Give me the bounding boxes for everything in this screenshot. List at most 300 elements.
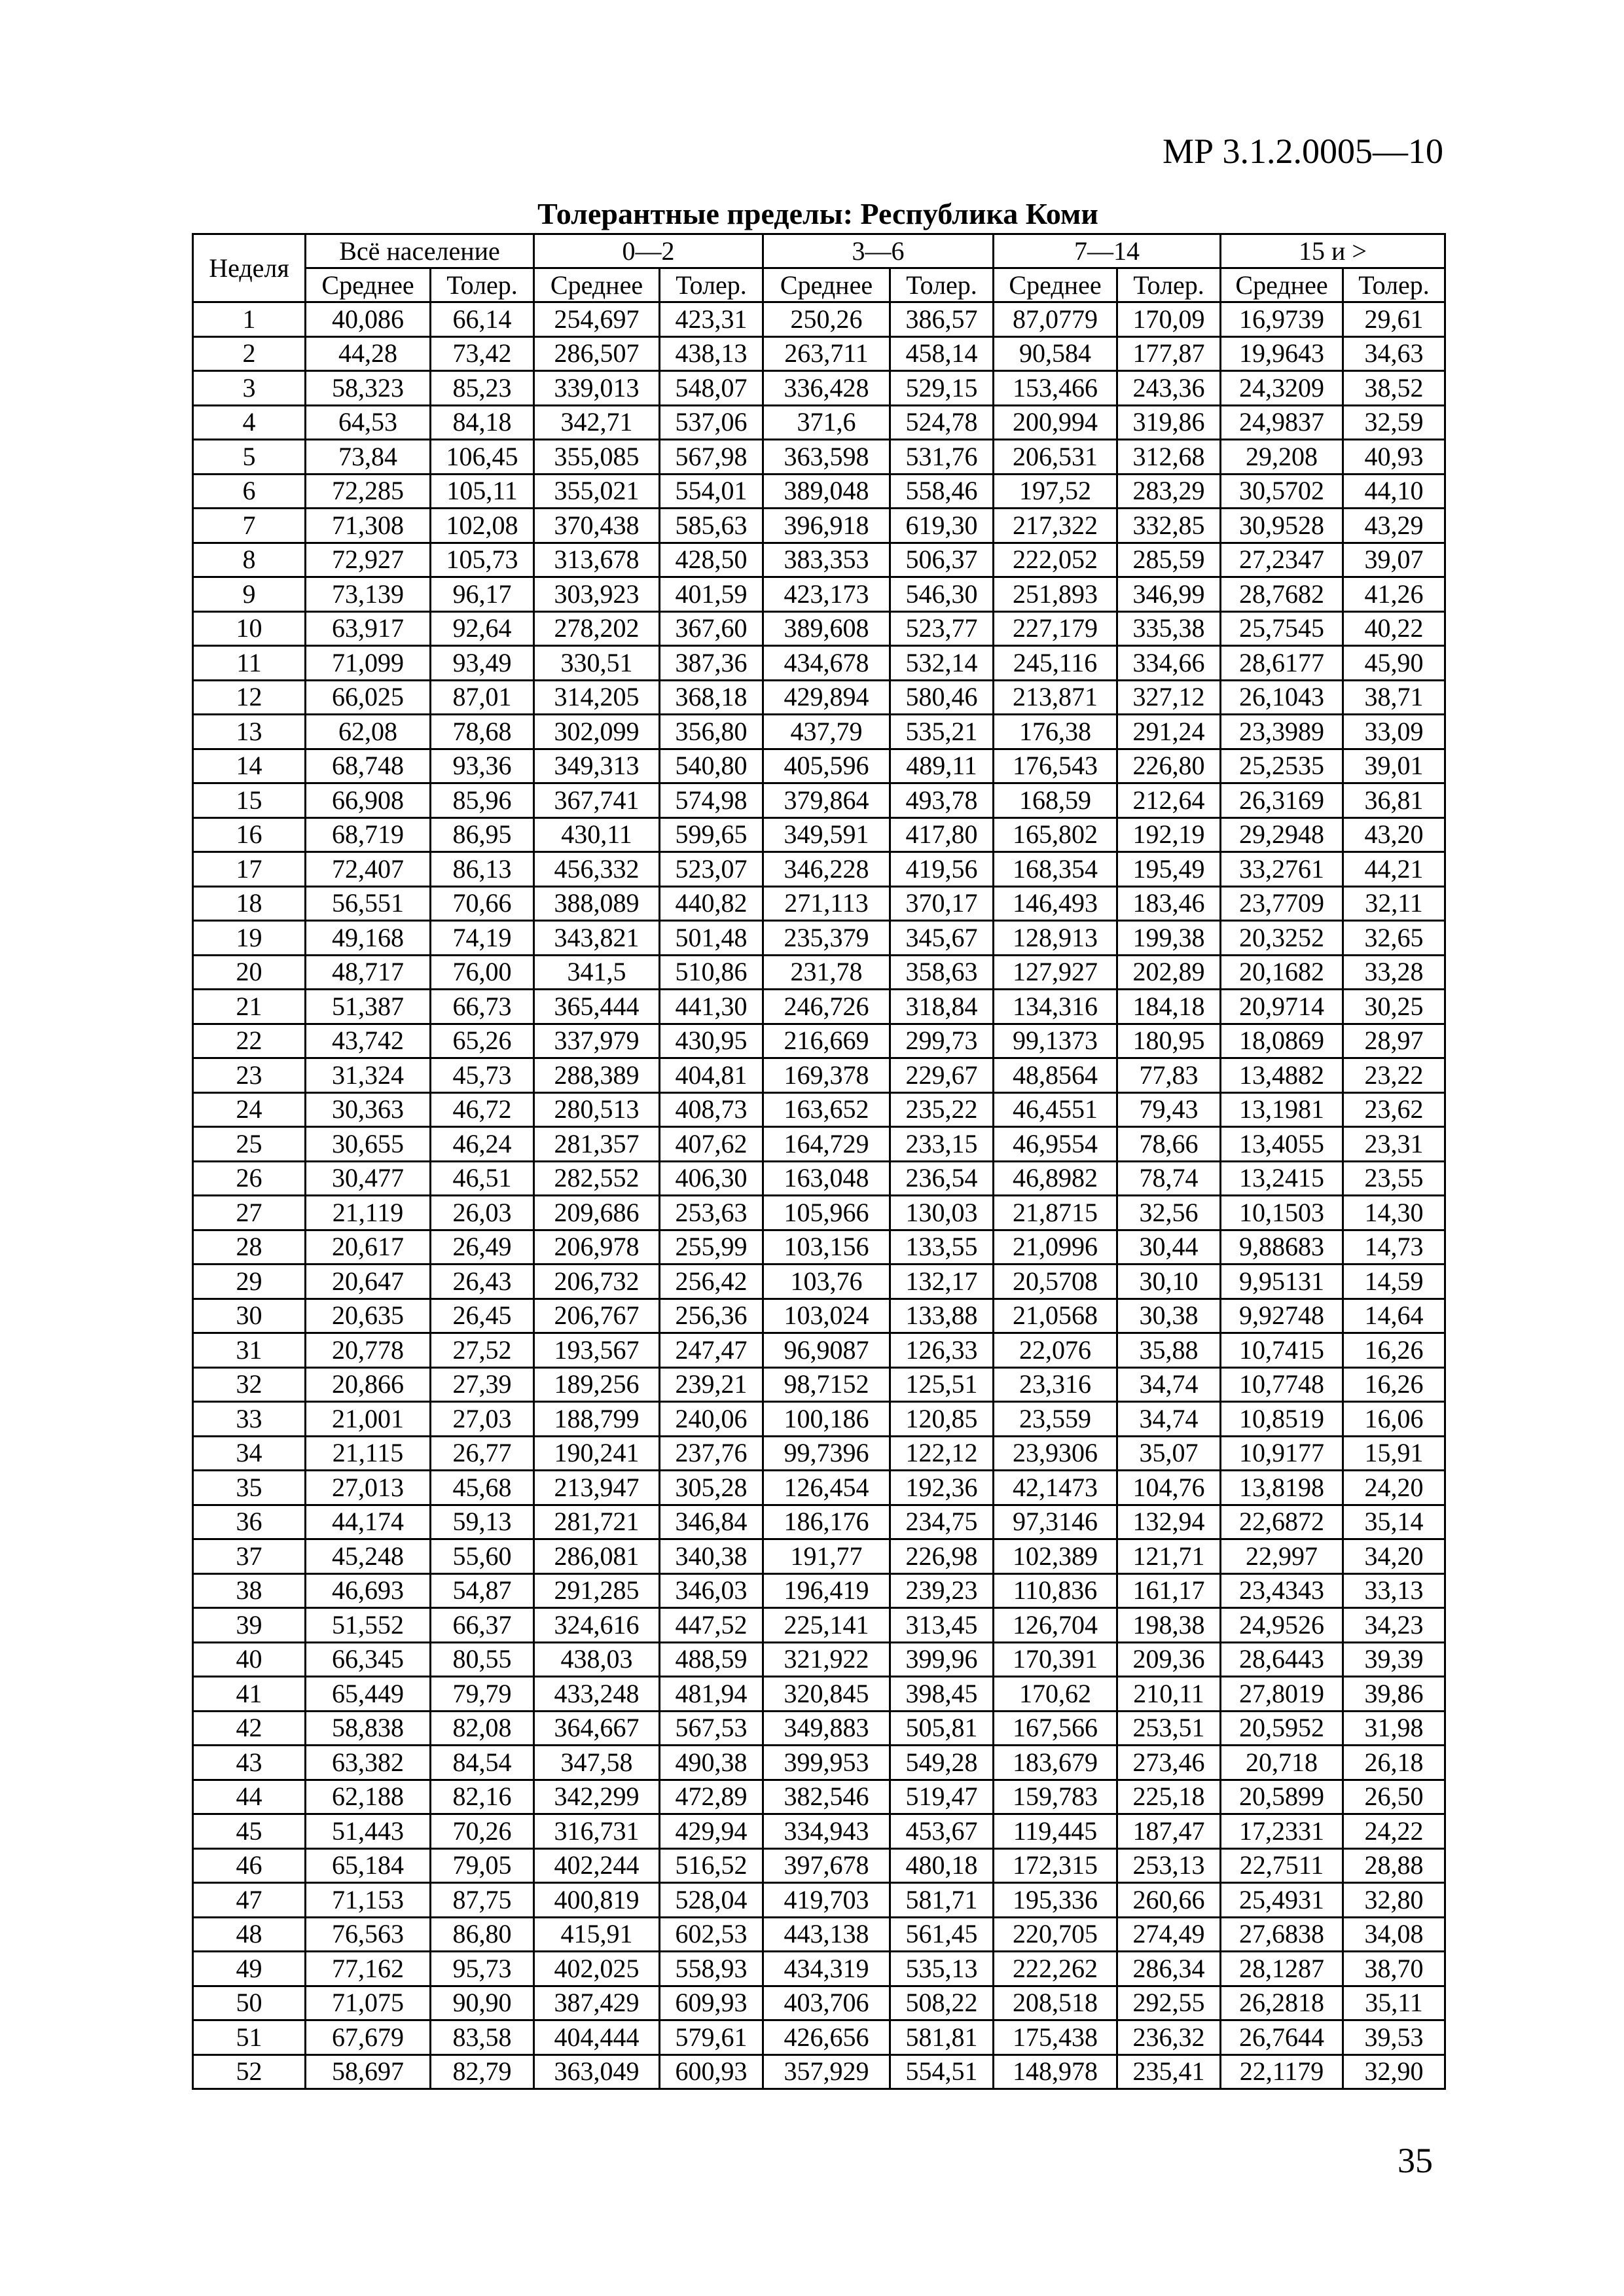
tolerance-cell: 243,36 [1117, 371, 1221, 406]
mean-cell: 163,652 [763, 1092, 890, 1127]
mean-cell: 281,357 [534, 1127, 660, 1162]
mean-cell: 324,616 [534, 1608, 660, 1643]
tolerance-cell: 32,11 [1343, 886, 1445, 921]
mean-cell: 167,566 [994, 1711, 1117, 1746]
mean-cell: 437,79 [763, 715, 890, 749]
table-row [193, 1367, 1445, 1402]
tolerance-cell: 334,66 [1117, 646, 1221, 681]
mean-cell: 72,407 [306, 852, 431, 887]
tolerance-cell: 192,19 [1117, 817, 1221, 852]
mean-cell: 397,678 [763, 1848, 890, 1883]
tolerance-cell: 407,62 [660, 1127, 763, 1162]
mean-cell: 176,543 [994, 749, 1117, 783]
tolerance-cell: 86,95 [431, 817, 534, 852]
mean-cell: 20,647 [306, 1265, 431, 1299]
mean-cell: 20,635 [306, 1299, 431, 1333]
mean-cell: 71,075 [306, 1986, 431, 2020]
tolerance-cell: 83,58 [431, 2020, 534, 2055]
mean-cell: 100,186 [763, 1402, 890, 1437]
mean-cell: 281,721 [534, 1505, 660, 1539]
table-row [193, 509, 1445, 543]
tolerance-cell: 33,28 [1343, 955, 1445, 990]
mean-cell: 28,1287 [1221, 1952, 1343, 1986]
mean-cell: 126,704 [994, 1608, 1117, 1643]
week-cell: 34 [193, 1436, 306, 1471]
mean-cell: 363,049 [534, 2054, 660, 2089]
tolerance-cell: 256,36 [660, 1299, 763, 1333]
page-number: 35 [1398, 2141, 1433, 2180]
tolerance-cell: 599,65 [660, 817, 763, 852]
mean-cell: 349,591 [763, 817, 890, 852]
tolerance-cell: 34,74 [1117, 1402, 1221, 1437]
mean-cell: 28,7682 [1221, 577, 1343, 612]
mean-cell: 48,717 [306, 955, 431, 990]
mean-cell: 365,444 [534, 990, 660, 1024]
mean-cell: 153,466 [994, 371, 1117, 406]
tolerance-cell: 291,24 [1117, 715, 1221, 749]
tolerance-cell: 39,01 [1343, 749, 1445, 783]
table-row [193, 1333, 1445, 1368]
subheader-mean: Среднее [534, 268, 660, 302]
tolerance-cell: 428,50 [660, 543, 763, 577]
mean-cell: 396,918 [763, 509, 890, 543]
tolerance-cell: 26,49 [431, 1230, 534, 1265]
table-body [193, 302, 1445, 2089]
tolerance-cell: 368,18 [660, 680, 763, 715]
mean-cell: 367,741 [534, 783, 660, 818]
tolerance-cell: 46,51 [431, 1161, 534, 1196]
table-row [193, 1436, 1445, 1471]
tolerance-cell: 239,21 [660, 1367, 763, 1402]
table-row [193, 1265, 1445, 1299]
subheader-mean: Среднее [994, 268, 1117, 302]
mean-cell: 197,52 [994, 474, 1117, 509]
mean-cell: 25,4931 [1221, 1883, 1343, 1918]
tolerance-cell: 408,73 [660, 1092, 763, 1127]
mean-cell: 164,729 [763, 1127, 890, 1162]
tolerance-cell: 23,55 [1343, 1161, 1445, 1196]
mean-cell: 176,38 [994, 715, 1117, 749]
tolerance-cell: 44,21 [1343, 852, 1445, 887]
mean-cell: 23,4343 [1221, 1573, 1343, 1608]
mean-cell: 58,697 [306, 2054, 431, 2089]
mean-cell: 208,518 [994, 1986, 1117, 2020]
tolerance-cell: 76,00 [431, 955, 534, 990]
tolerance-cell: 406,30 [660, 1161, 763, 1196]
mean-cell: 357,929 [763, 2054, 890, 2089]
mean-cell: 363,598 [763, 440, 890, 475]
week-cell: 30 [193, 1299, 306, 1333]
tolerance-cell: 239,23 [890, 1573, 994, 1608]
mean-cell: 99,1373 [994, 1024, 1117, 1058]
tolerance-cell: 313,45 [890, 1608, 994, 1643]
tolerance-cell: 38,70 [1343, 1952, 1445, 1986]
tolerance-cell: 78,68 [431, 715, 534, 749]
mean-cell: 71,308 [306, 509, 431, 543]
table-row [193, 1092, 1445, 1127]
mean-cell: 183,679 [994, 1746, 1117, 1780]
mean-cell: 320,845 [763, 1677, 890, 1712]
mean-cell: 21,0996 [994, 1230, 1117, 1265]
mean-cell: 24,3209 [1221, 371, 1343, 406]
mean-cell: 26,2818 [1221, 1986, 1343, 2020]
tolerance-cell: 523,07 [660, 852, 763, 887]
week-cell: 49 [193, 1952, 306, 1986]
tolerance-cell: 35,88 [1117, 1333, 1221, 1368]
mean-cell: 222,052 [994, 543, 1117, 577]
mean-cell: 30,5702 [1221, 474, 1343, 509]
mean-cell: 96,9087 [763, 1333, 890, 1368]
mean-cell: 21,119 [306, 1196, 431, 1230]
tolerance-cell: 225,18 [1117, 1780, 1221, 1814]
mean-cell: 62,08 [306, 715, 431, 749]
mean-cell: 22,6872 [1221, 1505, 1343, 1539]
mean-cell: 126,454 [763, 1471, 890, 1505]
mean-cell: 33,2761 [1221, 852, 1343, 887]
week-cell: 10 [193, 611, 306, 646]
mean-cell: 26,3169 [1221, 783, 1343, 818]
table-row [193, 1024, 1445, 1058]
tolerance-cell: 490,38 [660, 1746, 763, 1780]
tolerance-cell: 32,90 [1343, 2054, 1445, 2089]
tolerance-cell: 358,63 [890, 955, 994, 990]
week-cell: 45 [193, 1814, 306, 1849]
tolerance-cell: 105,11 [431, 474, 534, 509]
mean-cell: 170,62 [994, 1677, 1117, 1712]
tolerance-cell: 554,51 [890, 2054, 994, 2089]
table-row [193, 1814, 1445, 1849]
mean-cell: 405,596 [763, 749, 890, 783]
week-cell: 18 [193, 886, 306, 921]
mean-cell: 189,256 [534, 1367, 660, 1402]
tolerance-cell: 256,42 [660, 1265, 763, 1299]
mean-cell: 51,552 [306, 1608, 431, 1643]
table-row [193, 543, 1445, 577]
mean-cell: 231,78 [763, 955, 890, 990]
tolerance-cell: 32,65 [1343, 921, 1445, 956]
mean-cell: 403,706 [763, 1986, 890, 2020]
tolerance-cell: 36,81 [1343, 783, 1445, 818]
tolerance-cell: 133,55 [890, 1230, 994, 1265]
mean-cell: 30,363 [306, 1092, 431, 1127]
week-cell: 51 [193, 2020, 306, 2055]
mean-cell: 321,922 [763, 1642, 890, 1677]
tolerance-cell: 24,20 [1343, 1471, 1445, 1505]
tolerance-cell: 609,93 [660, 1986, 763, 2020]
tolerance-cell: 209,36 [1117, 1642, 1221, 1677]
tolerance-cell: 96,17 [431, 577, 534, 612]
mean-cell: 286,507 [534, 336, 660, 371]
mean-cell: 217,322 [994, 509, 1117, 543]
tolerance-cell: 45,90 [1343, 646, 1445, 681]
mean-cell: 419,703 [763, 1883, 890, 1918]
tolerance-cell: 30,44 [1117, 1230, 1221, 1265]
mean-cell: 119,445 [994, 1814, 1117, 1849]
mean-cell: 46,4551 [994, 1092, 1117, 1127]
mean-cell: 28,6177 [1221, 646, 1343, 681]
tolerance-cell: 240,06 [660, 1402, 763, 1437]
tolerance-cell: 580,46 [890, 680, 994, 715]
week-cell: 7 [193, 509, 306, 543]
tolerance-cell: 401,59 [660, 577, 763, 612]
week-cell: 21 [193, 990, 306, 1024]
week-cell: 42 [193, 1711, 306, 1746]
mean-cell: 20,5952 [1221, 1711, 1343, 1746]
mean-cell: 225,141 [763, 1608, 890, 1643]
mean-cell: 64,53 [306, 405, 431, 440]
mean-cell: 110,836 [994, 1573, 1117, 1608]
tolerance-cell: 440,82 [660, 886, 763, 921]
tolerance-cell: 38,52 [1343, 371, 1445, 406]
tolerance-cell: 85,96 [431, 783, 534, 818]
mean-cell: 336,428 [763, 371, 890, 406]
mean-cell: 51,443 [306, 1814, 431, 1849]
tolerance-cell: 438,13 [660, 336, 763, 371]
mean-cell: 105,966 [763, 1196, 890, 1230]
tolerance-cell: 30,25 [1343, 990, 1445, 1024]
week-cell: 20 [193, 955, 306, 990]
mean-cell: 291,285 [534, 1573, 660, 1608]
week-cell: 43 [193, 1746, 306, 1780]
tolerance-cell: 532,14 [890, 646, 994, 681]
mean-cell: 21,115 [306, 1436, 431, 1471]
tolerance-cell: 93,49 [431, 646, 534, 681]
week-cell: 29 [193, 1265, 306, 1299]
tolerance-cell: 441,30 [660, 990, 763, 1024]
table-row [193, 1746, 1445, 1780]
tolerance-cell: 480,18 [890, 1848, 994, 1883]
tolerance-cell: 367,60 [660, 611, 763, 646]
tolerance-cell: 65,26 [431, 1024, 534, 1058]
mean-cell: 227,179 [994, 611, 1117, 646]
table-row [193, 680, 1445, 715]
mean-cell: 30,9528 [1221, 509, 1343, 543]
mean-cell: 342,71 [534, 405, 660, 440]
mean-cell: 423,173 [763, 577, 890, 612]
tolerance-cell: 66,37 [431, 1608, 534, 1643]
week-cell: 13 [193, 715, 306, 749]
tolerance-cell: 345,67 [890, 921, 994, 956]
subheader-tolerance: Толер. [1343, 268, 1445, 302]
mean-cell: 206,978 [534, 1230, 660, 1265]
tolerance-cell: 130,03 [890, 1196, 994, 1230]
mean-cell: 20,866 [306, 1367, 431, 1402]
tolerance-cell: 33,09 [1343, 715, 1445, 749]
mean-cell: 186,176 [763, 1505, 890, 1539]
week-cell: 4 [193, 405, 306, 440]
week-cell: 15 [193, 783, 306, 818]
mean-cell: 426,656 [763, 2020, 890, 2055]
tolerance-cell: 236,32 [1117, 2020, 1221, 2055]
tolerance-cell: 430,95 [660, 1024, 763, 1058]
mean-cell: 337,979 [534, 1024, 660, 1058]
table-row [193, 611, 1445, 646]
mean-cell: 23,559 [994, 1402, 1117, 1437]
tolerance-cell: 423,31 [660, 302, 763, 337]
tolerance-cell: 161,17 [1117, 1573, 1221, 1608]
week-cell: 11 [193, 646, 306, 681]
mean-cell: 10,7415 [1221, 1333, 1343, 1368]
mean-cell: 23,3989 [1221, 715, 1343, 749]
mean-cell: 103,024 [763, 1299, 890, 1333]
mean-cell: 73,84 [306, 440, 431, 475]
mean-cell: 87,0779 [994, 302, 1117, 337]
tolerance-cell: 40,22 [1343, 611, 1445, 646]
tolerance-cell: 14,59 [1343, 1265, 1445, 1299]
mean-cell: 433,248 [534, 1677, 660, 1712]
table-row [193, 302, 1445, 337]
tolerance-cell: 183,46 [1117, 886, 1221, 921]
mean-cell: 20,778 [306, 1333, 431, 1368]
mean-cell: 330,51 [534, 646, 660, 681]
table-row [193, 852, 1445, 887]
mean-cell: 13,4882 [1221, 1058, 1343, 1093]
tolerance-cell: 39,53 [1343, 2020, 1445, 2055]
tolerance-cell: 202,89 [1117, 955, 1221, 990]
mean-cell: 134,316 [994, 990, 1117, 1024]
mean-cell: 288,389 [534, 1058, 660, 1093]
tolerance-cell: 39,39 [1343, 1642, 1445, 1677]
table-row [193, 1196, 1445, 1230]
table-row [193, 1058, 1445, 1093]
tolerance-cell: 125,51 [890, 1367, 994, 1402]
week-cell: 47 [193, 1883, 306, 1918]
tolerance-cell: 523,77 [890, 611, 994, 646]
tolerance-cell: 184,18 [1117, 990, 1221, 1024]
tolerance-cell: 24,22 [1343, 1814, 1445, 1849]
tolerance-cell: 34,08 [1343, 1917, 1445, 1952]
mean-cell: 172,315 [994, 1848, 1117, 1883]
mean-cell: 56,551 [306, 886, 431, 921]
document-code: МР 3.1.2.0005—10 [1162, 132, 1443, 171]
mean-cell: 175,438 [994, 2020, 1117, 2055]
tolerance-cell: 273,46 [1117, 1746, 1221, 1780]
tolerance-cell: 59,13 [431, 1505, 534, 1539]
tolerance-cell: 561,45 [890, 1917, 994, 1952]
mean-cell: 30,477 [306, 1161, 431, 1196]
table-header [193, 234, 1445, 302]
subheader-tolerance: Толер. [431, 268, 534, 302]
mean-cell: 278,202 [534, 611, 660, 646]
tolerance-cell: 501,48 [660, 921, 763, 956]
mean-cell: 13,1981 [1221, 1092, 1343, 1127]
week-cell: 17 [193, 852, 306, 887]
week-cell: 14 [193, 749, 306, 783]
mean-cell: 77,162 [306, 1952, 431, 1986]
mean-cell: 163,048 [763, 1161, 890, 1196]
mean-cell: 245,116 [994, 646, 1117, 681]
tolerance-cell: 602,53 [660, 1917, 763, 1952]
table-row [193, 1608, 1445, 1643]
mean-cell: 62,188 [306, 1780, 431, 1814]
tolerance-cell: 78,74 [1117, 1161, 1221, 1196]
table-row [193, 990, 1445, 1024]
table-row [193, 1161, 1445, 1196]
mean-cell: 222,262 [994, 1952, 1117, 1986]
tolerance-cell: 43,29 [1343, 509, 1445, 543]
mean-cell: 9,88683 [1221, 1230, 1343, 1265]
week-cell: 33 [193, 1402, 306, 1437]
mean-cell: 44,28 [306, 336, 431, 371]
tolerance-cell: 122,12 [890, 1436, 994, 1471]
tolerance-table [192, 233, 1446, 2090]
mean-cell: 23,316 [994, 1367, 1117, 1402]
mean-cell: 43,742 [306, 1024, 431, 1058]
tolerance-cell: 82,79 [431, 2054, 534, 2089]
tolerance-cell: 581,81 [890, 2020, 994, 2055]
tolerance-cell: 26,18 [1343, 1746, 1445, 1780]
subheader-tolerance: Толер. [1117, 268, 1221, 302]
tolerance-cell: 332,85 [1117, 509, 1221, 543]
tolerance-cell: 237,76 [660, 1436, 763, 1471]
tolerance-cell: 489,11 [890, 749, 994, 783]
mean-cell: 90,584 [994, 336, 1117, 371]
mean-cell: 13,2415 [1221, 1161, 1343, 1196]
mean-cell: 280,513 [534, 1092, 660, 1127]
tolerance-cell: 386,57 [890, 302, 994, 337]
tolerance-cell: 16,06 [1343, 1402, 1445, 1437]
tolerance-cell: 26,50 [1343, 1780, 1445, 1814]
mean-cell: 51,387 [306, 990, 431, 1024]
mean-cell: 430,11 [534, 817, 660, 852]
tolerance-cell: 66,14 [431, 302, 534, 337]
mean-cell: 40,086 [306, 302, 431, 337]
mean-cell: 10,8519 [1221, 1402, 1343, 1437]
tolerance-cell: 132,94 [1117, 1505, 1221, 1539]
week-cell: 22 [193, 1024, 306, 1058]
tolerance-cell: 419,56 [890, 852, 994, 887]
tolerance-cell: 14,73 [1343, 1230, 1445, 1265]
tolerance-cell: 535,13 [890, 1952, 994, 1986]
mean-cell: 63,917 [306, 611, 431, 646]
mean-cell: 196,419 [763, 1573, 890, 1608]
mean-cell: 389,608 [763, 611, 890, 646]
mean-cell: 165,802 [994, 817, 1117, 852]
mean-cell: 456,332 [534, 852, 660, 887]
tolerance-cell: 234,75 [890, 1505, 994, 1539]
tolerance-cell: 529,15 [890, 371, 994, 406]
tolerance-cell: 417,80 [890, 817, 994, 852]
tolerance-cell: 327,12 [1117, 680, 1221, 715]
mean-cell: 73,139 [306, 577, 431, 612]
mean-cell: 68,748 [306, 749, 431, 783]
tolerance-cell: 558,46 [890, 474, 994, 509]
mean-cell: 68,719 [306, 817, 431, 852]
tolerance-cell: 74,19 [431, 921, 534, 956]
mean-cell: 22,1179 [1221, 2054, 1343, 2089]
week-cell: 38 [193, 1573, 306, 1608]
group-header-7-14: 7—14 [994, 234, 1221, 268]
mean-cell: 20,718 [1221, 1746, 1343, 1780]
mean-cell: 370,438 [534, 509, 660, 543]
tolerance-cell: 54,87 [431, 1573, 534, 1608]
mean-cell: 103,156 [763, 1230, 890, 1265]
tolerance-cell: 84,18 [431, 405, 534, 440]
table-row [193, 1127, 1445, 1162]
tolerance-cell: 549,28 [890, 1746, 994, 1780]
mean-cell: 347,58 [534, 1746, 660, 1780]
mean-cell: 65,449 [306, 1677, 431, 1712]
tolerance-cell: 85,23 [431, 371, 534, 406]
mean-cell: 146,493 [994, 886, 1117, 921]
mean-cell: 443,138 [763, 1917, 890, 1952]
tolerance-cell: 14,64 [1343, 1299, 1445, 1333]
tolerance-cell: 554,01 [660, 474, 763, 509]
tolerance-cell: 299,73 [890, 1024, 994, 1058]
mean-cell: 402,244 [534, 1848, 660, 1883]
tolerance-cell: 312,68 [1117, 440, 1221, 475]
mean-cell: 17,2331 [1221, 1814, 1343, 1849]
